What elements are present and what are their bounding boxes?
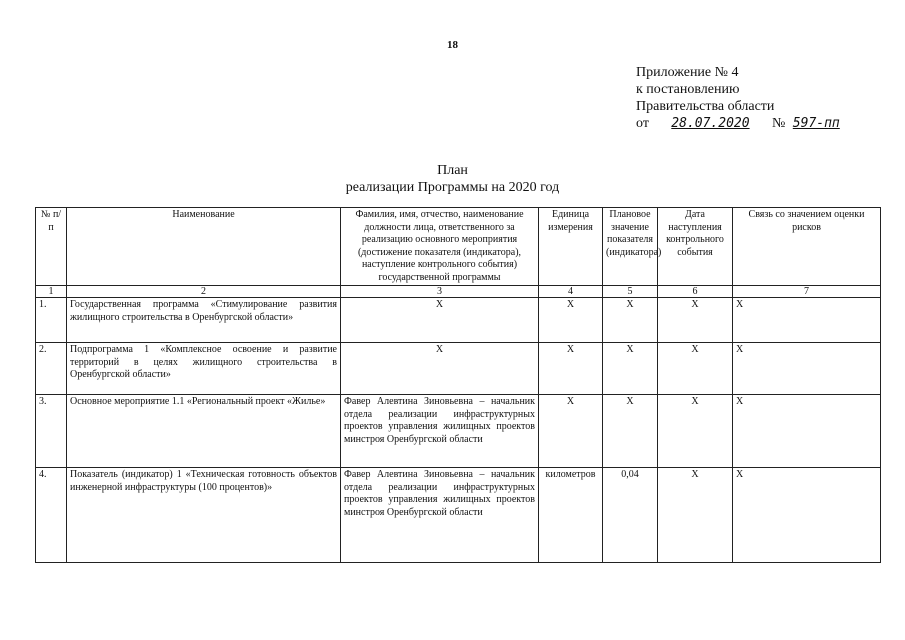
table-row [36, 395, 881, 468]
row-unit: Х [539, 343, 603, 395]
col-number: 6 [658, 286, 733, 298]
row-plan: 0,04 [603, 468, 658, 563]
handwritten-date: 28.07.2020 [671, 116, 750, 131]
table-row [36, 468, 881, 563]
row-risk: Х [733, 343, 881, 395]
row-date: Х [658, 298, 733, 343]
table-row [36, 298, 881, 343]
appendix-ot: от [636, 116, 649, 131]
appendix-line-3: Правительства области [636, 99, 775, 114]
table-row [36, 343, 881, 395]
row-person: Фавер Алевтина Зиновьевна – начальник отдела реализации инфраструктурных проектов управления жилищных проектов минстроя Оренбургской области [341, 395, 539, 468]
appendix-block [636, 64, 844, 132]
row-plan: Х [603, 343, 658, 395]
col-number: 5 [603, 286, 658, 298]
row-name: Основное мероприятие 1.1 «Региональный проект «Жилье» [67, 395, 341, 468]
row-risk: Х [733, 468, 881, 563]
page-number: 18 [447, 39, 458, 51]
document-title [0, 162, 905, 196]
row-date: Х [658, 395, 733, 468]
title-line-1: План [437, 163, 468, 178]
row-num: 4. [36, 468, 67, 563]
header-risk: Связь со значением оценки рисков [733, 208, 881, 286]
row-unit: Х [539, 298, 603, 343]
row-person: Фавер Алевтина Зиновьевна – начальник отдела реализации инфраструктурных проектов управления жилищных проектов минстроя Оренбургской области [341, 468, 539, 563]
header-date: Дата наступления контрольного события [658, 208, 733, 286]
row-name: Государственная программа «Стимулирование развития жилищного строительства в Оренбургской области» [67, 298, 341, 343]
col-number: 4 [539, 286, 603, 298]
header-unit: Единица измерения [539, 208, 603, 286]
row-plan: Х [603, 395, 658, 468]
row-name: Показатель (индикатор) 1 «Техническая готовность объектов инженерной инфраструктуры (100 процентов)» [67, 468, 341, 563]
row-name: Подпрограмма 1 «Комплексное освоение и развитие территорий в целях жилищного строительства в Оренбургской области» [67, 343, 341, 395]
header-num: № п/п [36, 208, 67, 286]
row-num: 3. [36, 395, 67, 468]
col-number: 1 [36, 286, 67, 298]
column-number-row [36, 286, 881, 298]
row-unit: Х [539, 395, 603, 468]
row-person: Х [341, 298, 539, 343]
appendix-no-sign: № [771, 116, 786, 131]
row-num: 1. [36, 298, 67, 343]
appendix-line-2: к постановлению [636, 82, 740, 97]
header-person: Фамилия, имя, отчество, наименование должности лица, ответственного за реализацию основного мероприятия (достижение показателя (индикатора), наступление контрольного события) государственной программы [341, 208, 539, 286]
plan-table [35, 207, 881, 563]
row-plan: Х [603, 298, 658, 343]
handwritten-number: 597-пп [792, 116, 840, 131]
header-name: Наименование [67, 208, 341, 286]
header-row [36, 208, 881, 286]
col-number: 3 [341, 286, 539, 298]
appendix-line-1: Приложение № 4 [636, 65, 739, 80]
col-number: 7 [733, 286, 881, 298]
row-person: Х [341, 343, 539, 395]
row-date: Х [658, 468, 733, 563]
row-risk: Х [733, 298, 881, 343]
header-plan: Плановое значение показателя (индикатора) [603, 208, 658, 286]
row-unit: километров [539, 468, 603, 563]
row-date: Х [658, 343, 733, 395]
appendix-date-line [636, 115, 844, 132]
row-num: 2. [36, 343, 67, 395]
title-line-2: реализации Программы на 2020 год [345, 180, 560, 195]
row-risk: Х [733, 395, 881, 468]
col-number: 2 [67, 286, 341, 298]
